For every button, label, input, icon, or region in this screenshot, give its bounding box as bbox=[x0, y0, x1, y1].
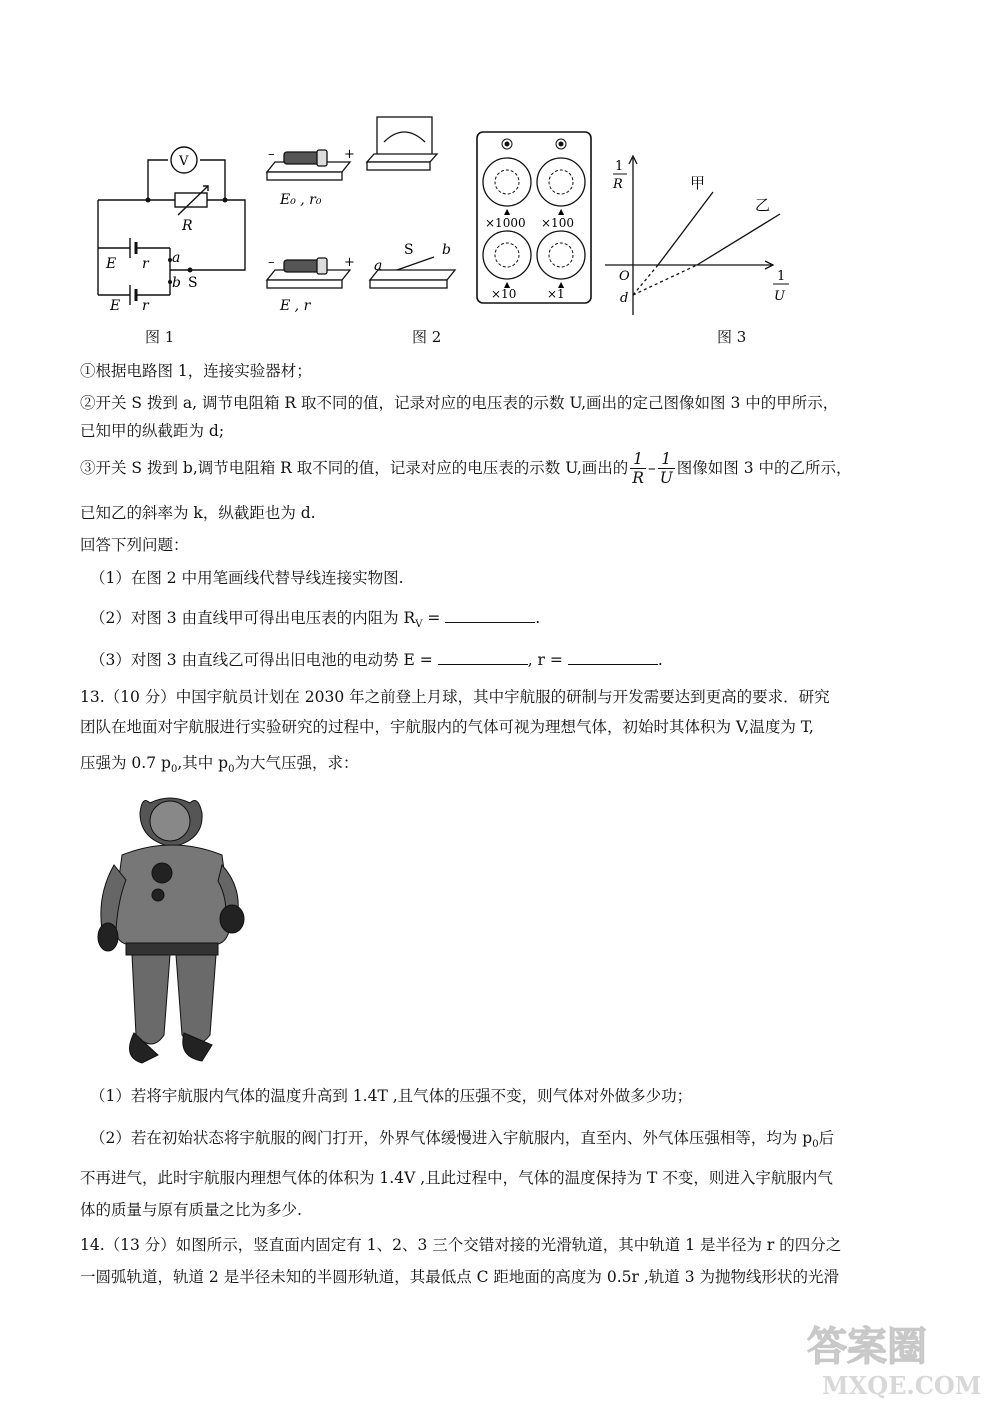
svg-text:▲: ▲ bbox=[558, 280, 565, 289]
question-13-2-line2: 不再进气，此时宇航服内理想气体的体积为 1.4V ,且此过程中，气体的温度保持为 T 不变，则进入宇航服内气 bbox=[80, 1169, 833, 1187]
fig1-e0-label: E bbox=[106, 256, 117, 272]
step-3-tail: 图像如图 3 中的乙所示， bbox=[676, 459, 852, 477]
svg-text:+: + bbox=[344, 255, 355, 270]
fig3-yi-label: 乙 bbox=[755, 196, 771, 214]
svg-text:▲: ▲ bbox=[504, 207, 511, 216]
problem-13-line3: 压强为 0.7 $p_0$,其中 $p_0$为大气压强，求： bbox=[80, 754, 359, 776]
answer-blank-r[interactable] bbox=[568, 650, 658, 665]
figure-2-apparatus bbox=[262, 112, 462, 327]
spacesuit-image bbox=[92, 795, 252, 1065]
fig1-v-label: V bbox=[179, 154, 189, 169]
fig1-caption: 图 1 bbox=[145, 328, 175, 346]
step-2: ②开关 S 拨到 a, 调节电阻箱 R 取不同的值，记录对应的电压表的示数 U,画出的定己图像如图 3 中的甲所示， bbox=[80, 394, 839, 412]
dial-label-1: ×1 bbox=[547, 287, 565, 301]
question-3: （3）对图 3 由直线乙可得出旧电池的电动势 E = , r = . bbox=[90, 651, 663, 669]
problem-13-line1: 13.（10 分）中国宇航员计划在 2030 年之前登上月球，其中宇航服的研制与开发需要达到更高的要求．研究 bbox=[80, 688, 830, 706]
dial-label-1000: ×1000 bbox=[485, 216, 526, 230]
fig3-y-den: R bbox=[613, 177, 623, 192]
svg-text:+: + bbox=[344, 147, 355, 162]
fig1-r-label: R bbox=[182, 218, 193, 234]
step-1: ①根据电路图 1，连接实验器材； bbox=[80, 362, 312, 380]
fig3-y-num: 1 bbox=[615, 159, 624, 174]
svg-text:答案圈: 答案圈 bbox=[807, 1323, 927, 1370]
figure-3-graph bbox=[605, 150, 795, 320]
step-3-text: ③开关 S 拨到 b,调节电阻箱 R 取不同的值，记录对应的电压表的示数 U,画出的 bbox=[80, 459, 629, 477]
question-13-2-line3: 体的质量与原有质量之比为多少. bbox=[80, 1201, 302, 1219]
fig3-x-den: U bbox=[774, 289, 785, 304]
fig1-s-label: S bbox=[188, 275, 198, 291]
line-yi bbox=[697, 214, 780, 265]
fig1-e-label: E bbox=[110, 298, 121, 314]
step-2b: 已知甲的纵截距为 d; bbox=[80, 422, 225, 440]
dial-label-10: ×10 bbox=[491, 287, 517, 301]
fig1-b-label: b bbox=[172, 275, 181, 291]
fig1-rr-label: r bbox=[142, 298, 149, 314]
svg-text:▲: ▲ bbox=[504, 280, 511, 289]
svg-text:MXQE.COM: MXQE.COM bbox=[822, 1371, 982, 1400]
question-13-1: （1）若将宇航服内气体的温度升高到 1.4T ,且气体的压强不变，则气体对外做多少功； bbox=[90, 1087, 693, 1105]
fig2-switch-a: a bbox=[374, 258, 383, 274]
fig1-a-label: a bbox=[172, 250, 181, 266]
line-jia bbox=[658, 192, 713, 265]
svg-text:–: – bbox=[268, 255, 275, 270]
fig3-origin: O bbox=[619, 269, 630, 284]
fraction-1-r: $\frac{1}{R}$ bbox=[632, 449, 644, 487]
answer-prompt: 回答下列问题： bbox=[80, 536, 189, 554]
problem-14-line2: 一圆弧轨道，轨道 2 是半径未知的半圆形轨道，其最低点 C 距地面的高度为 0.5r ,轨道 3 为抛物线形状的光滑 bbox=[80, 1268, 839, 1286]
fig3-caption: 图 3 bbox=[717, 328, 747, 346]
answer-blank-e[interactable] bbox=[438, 650, 528, 665]
fig2-switch-b: b bbox=[442, 242, 451, 258]
answer-blank-rv[interactable] bbox=[445, 608, 535, 623]
fig1-r0-label: r bbox=[142, 256, 149, 272]
problem-13-line2: 团队在地面对宇航服进行实验研究的过程中，宇航服内的气体可视为理想气体，初始时其体积为 V,温度为 T, bbox=[80, 718, 814, 736]
dial-label-100: ×100 bbox=[541, 216, 574, 230]
fig2-caption: 图 2 bbox=[412, 328, 442, 346]
fig3-intercept: d bbox=[620, 291, 629, 306]
fig2-battery2-label: E , r bbox=[280, 298, 311, 314]
fraction-1-u: $\frac{1}{U}$ bbox=[659, 449, 673, 487]
fig3-x-num: 1 bbox=[777, 269, 786, 284]
figure-1-circuit bbox=[90, 140, 260, 325]
problem-14-line1: 14.（13 分）如图所示，竖直面内固定有 1、2、3 三个交错对接的光滑轨道，其中轨道 1 是半径为 r 的四分之 bbox=[80, 1236, 842, 1254]
fig2-switch-s: S bbox=[404, 242, 414, 258]
question-13-2: （2）若在初始状态将宇航服的阀门打开，外界气体缓慢进入宇航服内，直至内、外气体压强相等，均为 $p_0$后 bbox=[90, 1129, 835, 1151]
fig3-jia-label: 甲 bbox=[690, 174, 706, 192]
fig2-battery1-label: E₀ , r₀ bbox=[280, 192, 322, 208]
minus-sign: – bbox=[647, 459, 656, 477]
watermark-logo bbox=[792, 1312, 982, 1402]
step-3c: 已知乙的斜率为 k，纵截距也为 d. bbox=[80, 504, 316, 522]
svg-text:–: – bbox=[268, 147, 275, 162]
question-1: （1）在图 2 中用笔画线代替导线连接实物图. bbox=[90, 569, 404, 587]
svg-text:▲: ▲ bbox=[558, 207, 565, 216]
step-3 bbox=[80, 446, 852, 490]
figure-2-resistance-box bbox=[475, 130, 593, 305]
question-2: （2）对图 3 由直线甲可得出电压表的内阻为 $R_V$ = . bbox=[90, 609, 541, 631]
